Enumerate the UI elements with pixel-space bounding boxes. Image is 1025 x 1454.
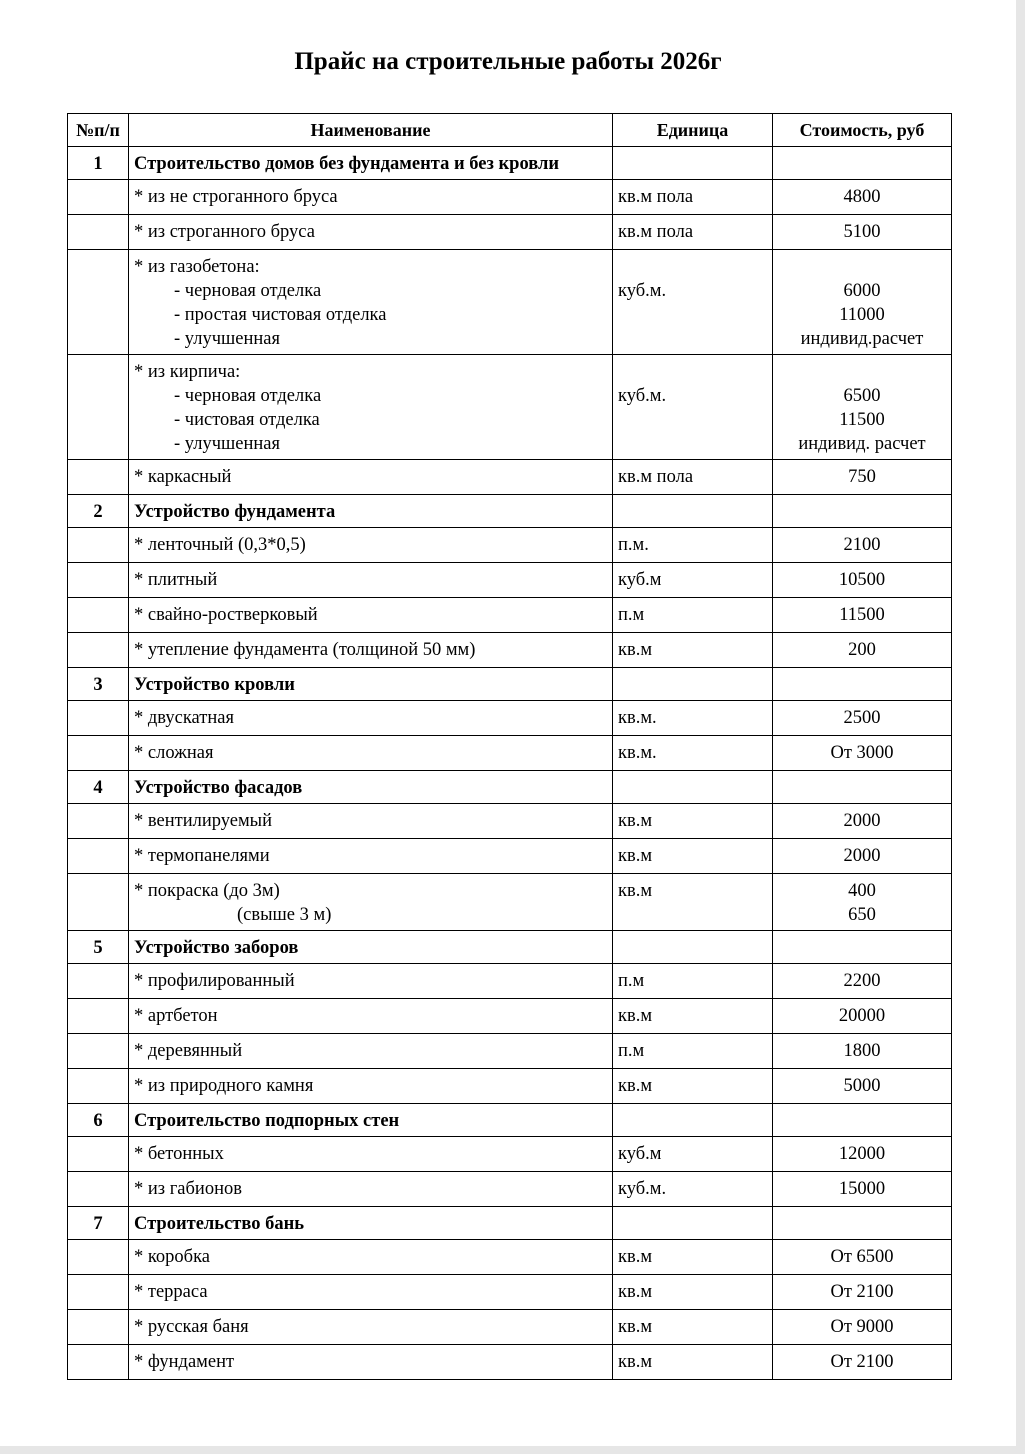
item-price-cell [773,964,952,999]
item-price: 15000 [838,1179,886,1199]
item-unit: куб.м [613,563,773,598]
item-unit: кв.м. [613,736,773,771]
page-title: Прайс на строительные работы 2026г [294,48,722,75]
item-unit: кв.м пола [613,215,773,250]
item-name-cell [129,1345,613,1380]
number-cell [68,528,129,563]
item-subname: - чистовая отделка [174,410,320,430]
item-price-cell [773,1034,952,1069]
unit-cell [613,771,773,804]
item-name: * артбетон [134,1006,218,1026]
number-cell [68,701,129,736]
table-body [68,147,952,1380]
item-price: От 2100 [830,1352,894,1372]
item-unit: кв.м. [613,701,773,736]
number-cell [68,1345,129,1380]
section-number: 7 [68,1207,129,1240]
item-name-cell [129,460,613,495]
item-unit: куб.м. [613,1172,773,1207]
item-unit: кв.м пола [613,180,773,215]
price-cell [773,1104,952,1137]
item-name: * плитный [134,570,218,590]
item-name: * ленточный (0,3*0,5) [134,535,306,555]
item-price-cell [773,1275,952,1310]
price-cell [773,771,952,804]
table-row [68,1137,952,1172]
number-cell [68,250,129,355]
item-name: * из строганного бруса [134,222,315,242]
table-row [68,1240,952,1275]
unit-cell [613,495,773,528]
item-price: 2500 [843,708,881,728]
item-subname: (свыше 3 м) [237,905,332,925]
item-name-cell [129,250,613,355]
item-price: 5000 [843,1076,881,1096]
item-unit: кв.м [613,874,773,931]
section-title: Строительство бань [129,1207,613,1240]
item-name-cell [129,1275,613,1310]
item-name-cell [129,1034,613,1069]
item-price-cell [773,250,952,355]
header-unit: Единица [613,114,773,147]
header-name: Наименование [129,114,613,147]
number-cell [68,563,129,598]
number-cell [68,355,129,460]
item-name: * терраса [134,1282,208,1302]
section-row [68,147,952,180]
section-title: Устройство фасадов [129,771,613,804]
item-price: 2000 [843,846,881,866]
item-name-cell [129,999,613,1034]
item-price-cell [773,180,952,215]
item-name-cell [129,1172,613,1207]
price-list [778,255,946,351]
unit-cell [613,1207,773,1240]
item-price-cell [773,1310,952,1345]
table-row [68,250,952,355]
item-name-cell [129,598,613,633]
item-name: * из габионов [134,1179,242,1199]
item-unit [613,250,773,355]
price-table [67,113,952,1380]
section-title: Устройство фундамента [129,495,613,528]
item-price: 2100 [843,535,881,555]
section-title: Строительство подпорных стен [129,1104,613,1137]
item-price-cell [773,839,952,874]
number-cell [68,1137,129,1172]
item-price: 11500 [839,410,885,430]
item-price: 6500 [843,386,881,406]
item-name-cell [129,1240,613,1275]
table-row [68,701,952,736]
item-name-cell [129,874,613,931]
item-price-cell [773,355,952,460]
table-row [68,1069,952,1104]
item-subname: - черновая отделка [174,281,322,301]
price-cell [773,147,952,180]
item-unit: кв.м [613,839,773,874]
header-num: №п/п [68,114,129,147]
table-row [68,180,952,215]
table-row [68,804,952,839]
number-cell [68,1240,129,1275]
unit-cell [613,668,773,701]
item-name: * свайно-ростверковый [134,605,318,625]
number-cell [68,1275,129,1310]
item-unit: кв.м [613,633,773,668]
item-price: От 3000 [830,743,894,763]
item-price: 2200 [843,971,881,991]
item-unit [613,355,773,460]
table-row [68,1034,952,1069]
item-name-cell [129,1310,613,1345]
item-price-cell [773,1172,952,1207]
item-name: * бетонных [134,1144,224,1164]
item-price: 1800 [843,1041,881,1061]
section-row [68,668,952,701]
item-price: 20000 [838,1006,886,1026]
number-cell [68,633,129,668]
item-name-cell [129,528,613,563]
item-unit: п.м. [613,528,773,563]
item-price-cell [773,528,952,563]
item-unit-text: куб.м. [618,281,667,301]
section-number: 5 [68,931,129,964]
number-cell [68,964,129,999]
table-row [68,215,952,250]
item-price: От 9000 [830,1317,894,1337]
item-price: 11000 [839,305,885,325]
item-name-cell [129,633,613,668]
section-row [68,771,952,804]
item-price-cell [773,736,952,771]
table-header-row [68,114,952,147]
table-row [68,355,952,460]
item-name: * профилированный [134,971,295,991]
item-unit: п.м [613,964,773,999]
table-row [68,633,952,668]
item-price: 750 [848,467,876,487]
item-price-cell [773,1345,952,1380]
section-title: Устройство кровли [129,668,613,701]
item-price: 2000 [843,811,881,831]
item-price: 5100 [843,222,881,242]
item-name: * покраска (до 3м) [134,881,280,901]
item-name: * двускатная [134,708,234,728]
item-price: 400 [848,881,876,901]
item-name-cell [129,180,613,215]
item-price: 12000 [838,1144,886,1164]
item-subname: - улучшенная [174,434,280,454]
item-price-cell [773,804,952,839]
item-name-cell [129,736,613,771]
section-row [68,495,952,528]
unit-cell [613,1104,773,1137]
price-list [778,360,946,456]
table-row [68,1310,952,1345]
number-cell [68,1034,129,1069]
section-number: 1 [68,147,129,180]
table-row [68,460,952,495]
item-unit-text: куб.м. [618,386,667,406]
section-number: 4 [68,771,129,804]
price-cell [773,495,952,528]
item-price: индивид. расчет [798,434,926,454]
item-price-cell [773,460,952,495]
table-row [68,999,952,1034]
item-price: От 2100 [830,1282,894,1302]
item-price: 4800 [843,187,881,207]
section-number: 3 [68,668,129,701]
item-name-cell [129,1069,613,1104]
table-row [68,528,952,563]
item-price: 6000 [843,281,881,301]
item-name: * коробка [134,1247,211,1267]
item-price: индивид.расчет [800,329,924,349]
section-title: Устройство заборов [129,931,613,964]
number-cell [68,999,129,1034]
item-name: * термопанелями [134,846,270,866]
item-subname: - простая чистовая отделка [174,305,387,325]
table-row [68,964,952,999]
item-price: 200 [848,640,876,660]
item-name: * из не строганного бруса [134,187,338,207]
item-name: * фундамент [134,1352,235,1372]
item-price-cell [773,563,952,598]
item-name: * из природного камня [134,1076,314,1096]
item-name: * вентилируемый [134,811,272,831]
number-cell [68,598,129,633]
item-subname: - улучшенная [174,329,280,349]
item-unit: п.м [613,1034,773,1069]
item-name: * из газобетона: [134,257,260,277]
item-name: * русская баня [134,1317,249,1337]
number-cell [68,180,129,215]
unit-cell [613,931,773,964]
item-price: От 6500 [830,1247,894,1267]
item-price-cell [773,1240,952,1275]
item-name-cell [129,215,613,250]
section-row [68,931,952,964]
item-price-cell [773,999,952,1034]
item-price-cell [773,1069,952,1104]
table-row [68,1345,952,1380]
price-cell [773,1207,952,1240]
item-name-cell [129,563,613,598]
number-cell [68,736,129,771]
section-title: Строительство домов без фундамента и без кровли [129,147,613,180]
item-unit: п.м [613,598,773,633]
number-cell [68,1310,129,1345]
item-name: * сложная [134,743,214,763]
header-price: Стоимость, руб [773,114,952,147]
item-price-cell [773,633,952,668]
table-row [68,874,952,931]
item-name-cell [129,804,613,839]
price-cell [773,668,952,701]
item-price-cell [773,874,952,931]
section-row [68,1104,952,1137]
item-name: * каркасный [134,467,232,487]
number-cell [68,215,129,250]
item-name-cell [129,964,613,999]
table-row [68,839,952,874]
unit-cell [613,147,773,180]
item-price-cell [773,598,952,633]
item-unit: кв.м [613,1240,773,1275]
table-row [68,598,952,633]
table-row [68,563,952,598]
item-unit: куб.м [613,1137,773,1172]
item-price-cell [773,215,952,250]
item-name-cell [129,839,613,874]
number-cell [68,839,129,874]
section-number: 6 [68,1104,129,1137]
number-cell [68,460,129,495]
item-price: 10500 [838,570,886,590]
item-price: 11500 [839,605,885,625]
item-unit: кв.м [613,1069,773,1104]
table-row [68,1172,952,1207]
item-price: 650 [848,905,876,925]
table-row [68,736,952,771]
item-price-cell [773,1137,952,1172]
item-unit: кв.м [613,1275,773,1310]
number-cell [68,1172,129,1207]
item-name: * из кирпича: [134,362,241,382]
item-name-cell [129,701,613,736]
table-row [68,1275,952,1310]
item-price-cell [773,701,952,736]
item-name-cell [129,355,613,460]
item-unit: кв.м [613,1345,773,1380]
item-name: * утепление фундамента (толщиной 50 мм) [134,640,476,660]
item-name-cell [129,1137,613,1172]
price-cell [773,931,952,964]
number-cell [68,1069,129,1104]
number-cell [68,874,129,931]
number-cell [68,804,129,839]
section-number: 2 [68,495,129,528]
item-unit: кв.м [613,999,773,1034]
item-unit: кв.м пола [613,460,773,495]
item-unit: кв.м [613,804,773,839]
item-unit: кв.м [613,1310,773,1345]
section-row [68,1207,952,1240]
item-subname: - черновая отделка [174,386,322,406]
item-name: * деревянный [134,1041,243,1061]
